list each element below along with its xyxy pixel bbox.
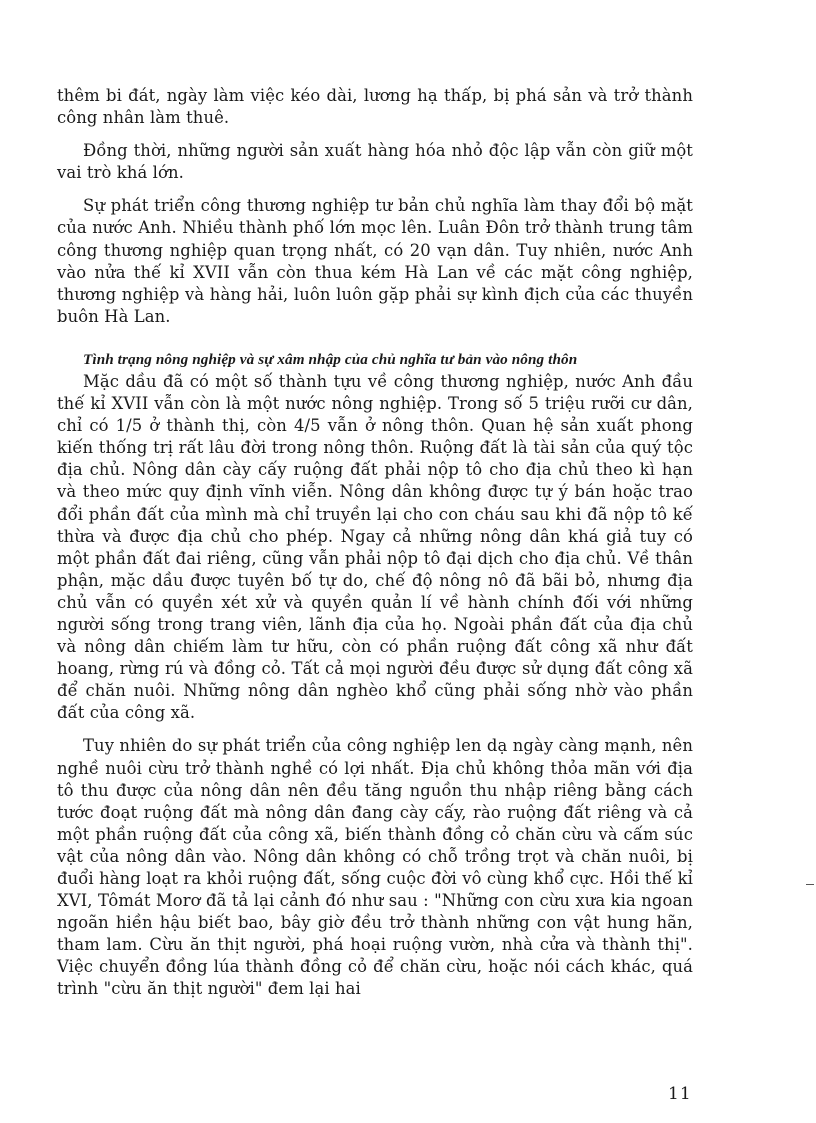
page-number: 11 bbox=[668, 1084, 692, 1104]
margin-mark bbox=[806, 884, 814, 885]
paragraph-5: Tuy nhiên do sự phát triển của công nghiệp len dạ ngày càng mạnh, nên nghề nuôi cừu trở thành nghề có lợi nhất. Địa chủ không thỏa mãn với địa tô thu được của nông dân nên đều tăng nguồn thu nhập riêng bằng cách tước đoạt ruộng đất mà nông dân đang cày cấy, rào ruộng đất riêng và cả một phần ruộng đất của công xã, biến thành đồng cỏ chăn cừu và cấm súc vật của nông dân vào. Nông dân không có chỗ trồng trọt và chăn nuôi, bị đuổi hàng loạt ra khỏi ruộng đất, sống cuộc đời vô cùng khổ cực. Hồi thế kỉ XVI, Tômát Morơ đã tả lại cảnh đó như sau : "Những con cừu xưa kia ngoan ngoãn hiền hậu biết bao, bây giờ đều trở thành những con vật hung hãn, tham lam. Cừu ăn thịt người, phá hoại ruộng vườn, nhà cửa và thành thị". Việc chuyển đồng lúa thành đồng cỏ để chăn cừu, hoặc nói cách khác, quá trình "cừu ăn thịt người" đem lại hai bbox=[57, 736, 693, 999]
section-heading: Tình trạng nông nghiệp và sự xâm nhập của chủ nghĩa tư bản vào nông thôn bbox=[83, 350, 578, 368]
paragraph-1: thêm bi đát, ngày làm việc kéo dài, lương hạ thấp, bị phá sản và trở thành công nhân làm thuê. bbox=[57, 86, 693, 128]
paragraph-4: Mặc dầu đã có một số thành tựu về công thương nghiệp, nước Anh đầu thế kỉ XVII vẫn còn là một nước nông nghiệp. Trong số 5 triệu rưỡi cư dân, chỉ có 1/5 ở thành thị, còn 4/5 vẫn ở nông thôn. Quan hệ sản xuất phong kiến thống trị rất lâu đời trong nông thôn. Ruộng đất là tài sản của quý tộc địa chủ. Nông dân cày cấy ruộng đất phải nộp tô cho địa chủ theo kì hạn và theo mức quy định vĩnh viễn. Nông dân không được tự ý bán hoặc trao đổi phần đất của mình mà chỉ truyền lại cho con cháu sau khi đã nộp tô kế thừa và được địa chủ cho phép. Ngay cả những nông dân khá giả tuy có một phần đất đai riêng, cũng vẫn phải nộp tô đại dịch cho địa chủ. Về thân phận, mặc dầu được tuyên bố tự do, chế độ nông nô đã bãi bỏ, nhưng địa chủ vẫn có quyền xét xử và quyền quản lí về hành chính đối với những người sống trong trang viên, lãnh địa của họ. Ngoài phần đất của địa chủ và nông dân chiếm làm tư hữu, còn có phần ruộng đất công xã như đất hoang, rừng rú và đồng cỏ. Tất cả mọi người đều được sử dụng đất công xã để chăn nuôi. Những nông dân nghèo khổ cũng phải sống nhờ vào phần đất của công xã. bbox=[57, 371, 693, 723]
paragraph-3: Sự phát triển công thương nghiệp tư bản chủ nghĩa làm thay đổi bộ mặt của nước Anh. Nhiều thành phố lớn mọc lên. Luân Đôn trở thành trung tâm công thương nghiệp quan trọng nhất, có 20 vạn dân. Tuy nhiên, nước Anh vào nửa thế kỉ XVII vẫn còn thua kém Hà Lan về các mặt công nghiệp, thương nghiệp và hàng hải, luôn luôn gặp phải sự kình địch của các thuyền buôn Hà Lan. bbox=[57, 196, 693, 326]
page-body bbox=[57, 85, 693, 1001]
paragraph-2: Đồng thời, những người sản xuất hàng hóa nhỏ độc lập vẫn còn giữ một vai trò khá lớn. bbox=[57, 141, 693, 183]
